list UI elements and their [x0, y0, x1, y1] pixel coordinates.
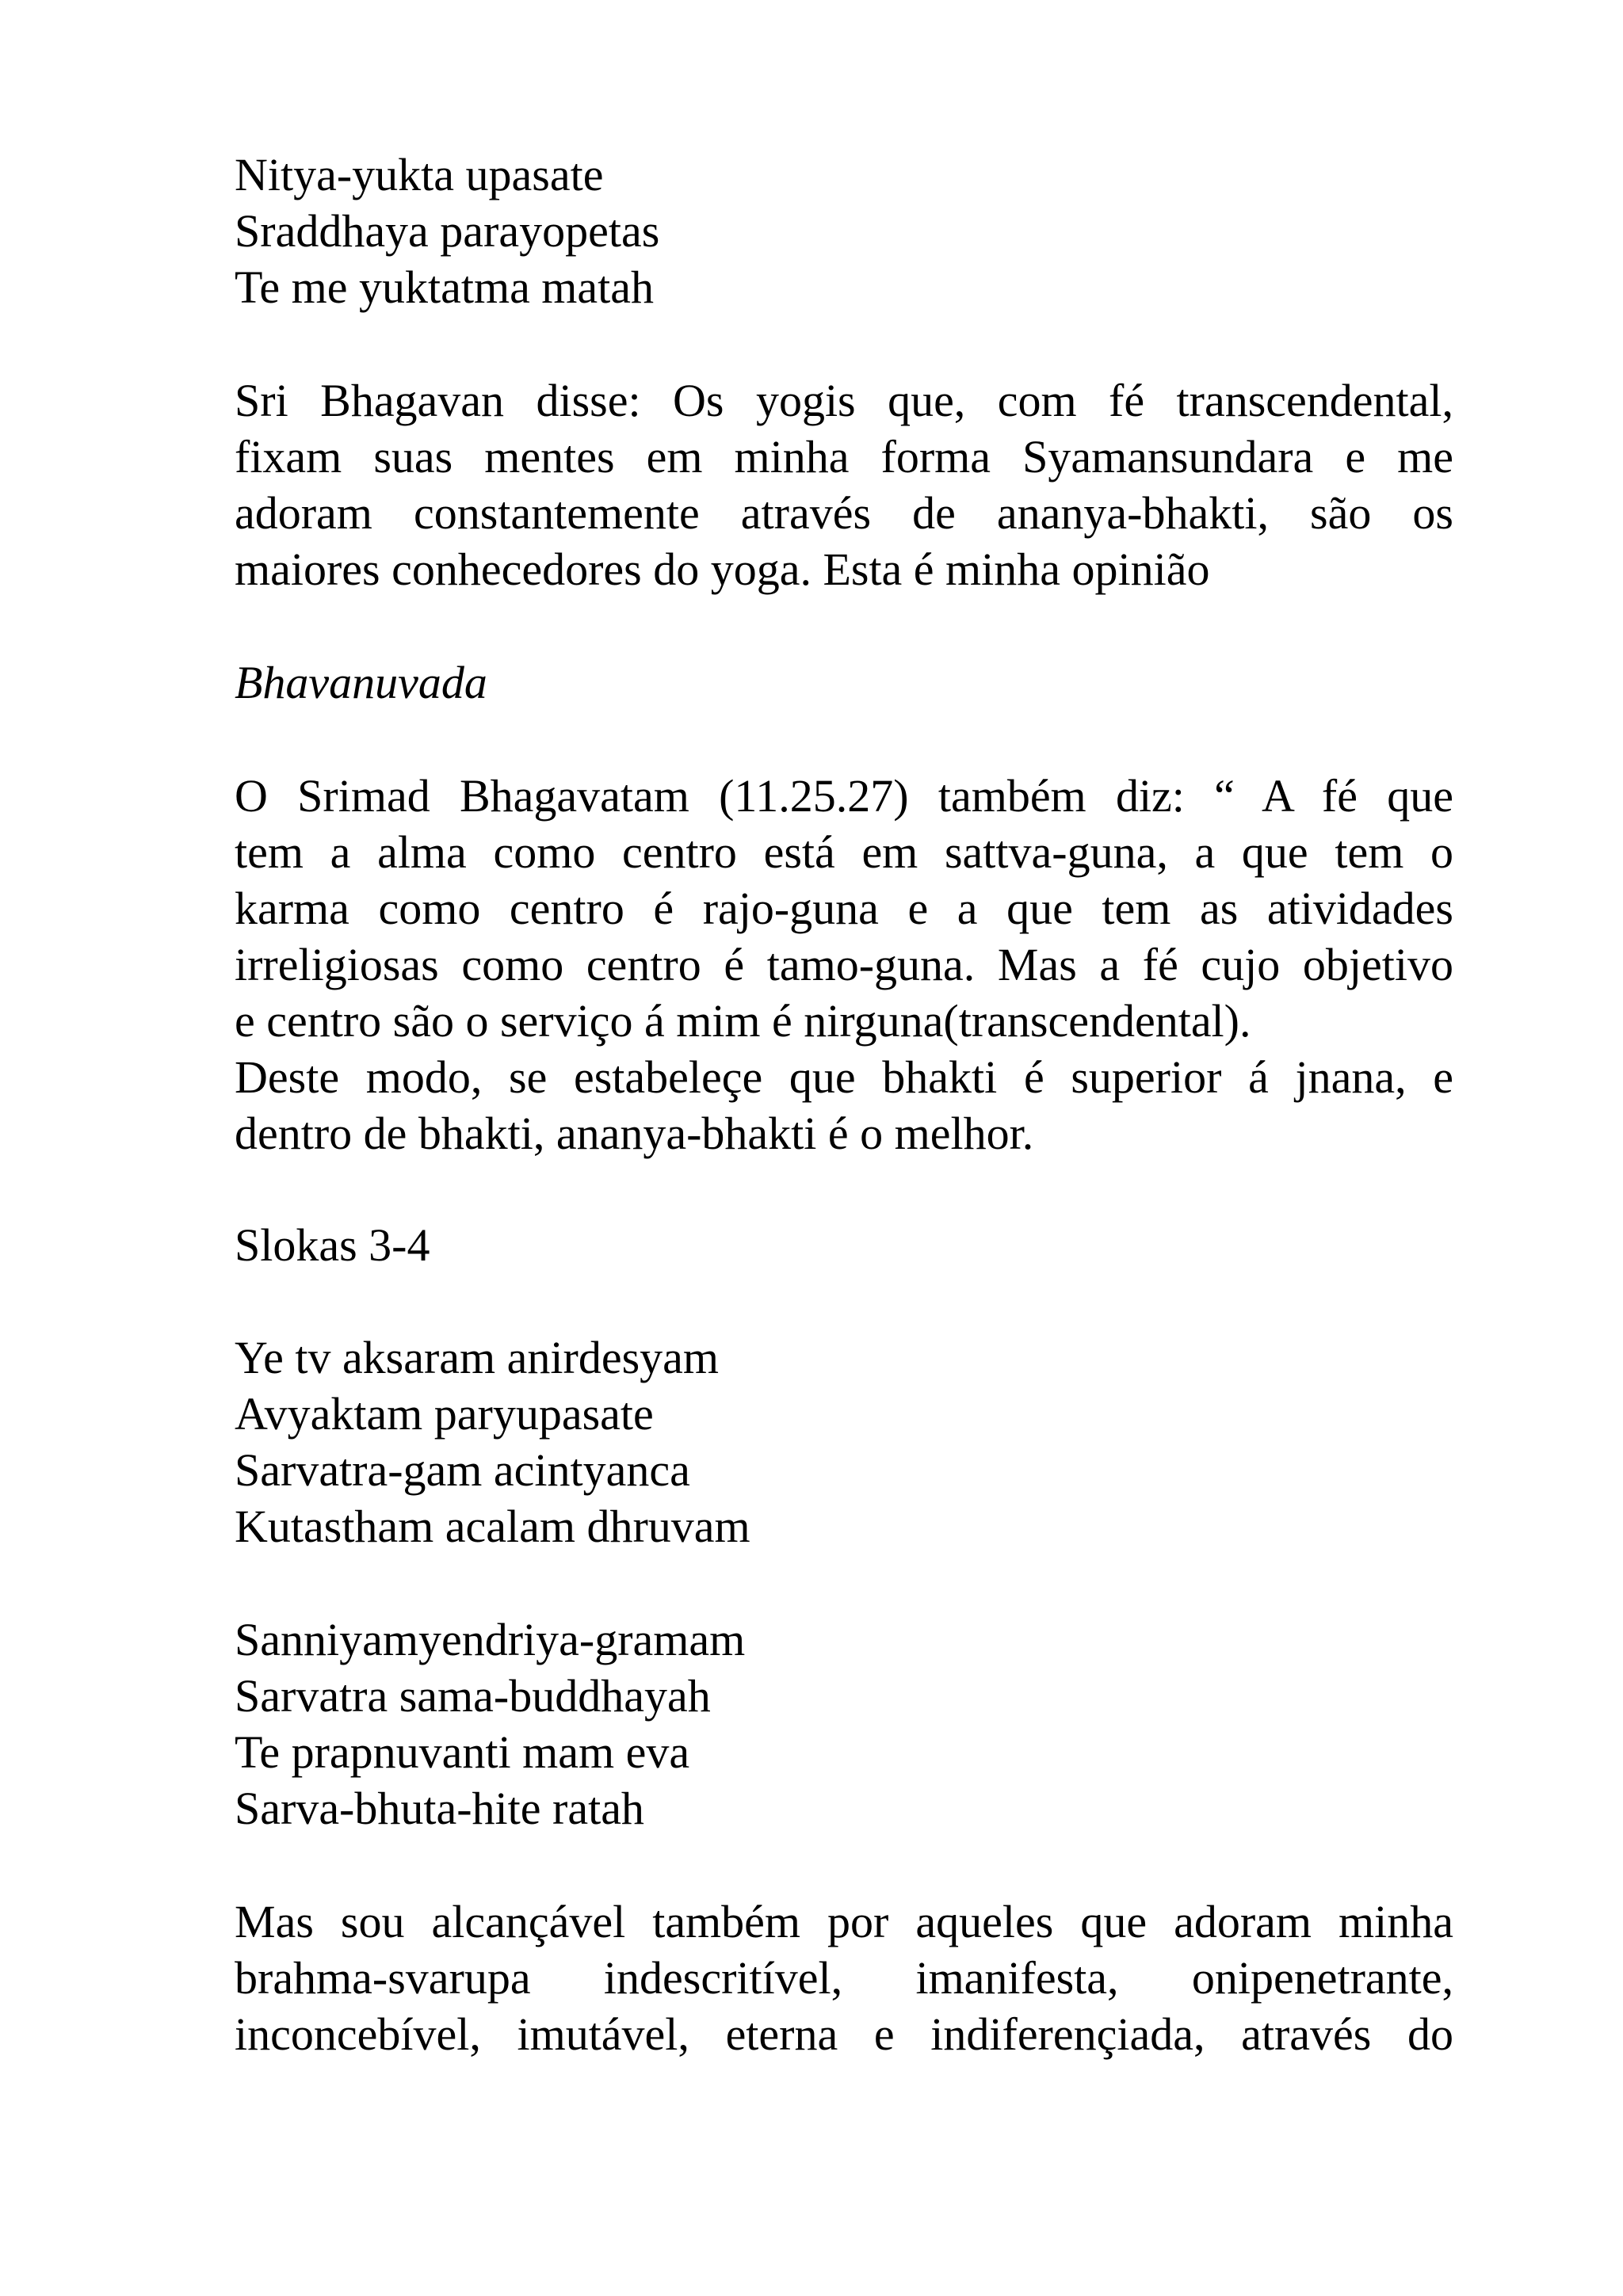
verse-line: Sanniyamyendriya-gramam: [235, 1614, 746, 1665]
paragraph-line: tem a alma como centro está em sattva-guna, a que tem o: [235, 826, 1453, 878]
paragraph-line: fixam suas mentes em minha forma Syamansundara e me: [235, 431, 1453, 482]
verse-sanskrit-3: [235, 1329, 1453, 1554]
paragraph-line: Deste modo, se estabeleçe que bhakti é superior á jnana, e: [235, 1051, 1453, 1103]
verse-line: Sarvatra sama-buddhayah: [235, 1670, 711, 1722]
verse-line: Te prapnuvanti mam eva: [235, 1726, 690, 1778]
verse-line: Kutastham acalam dhruvam: [235, 1501, 750, 1552]
paragraph-line: adoram constantemente através de ananya-bhakti, são os: [235, 487, 1453, 539]
paragraph-line: brahma-svarupa indescritível, imanifesta, onipenetrante,: [235, 1952, 1453, 2004]
verse-sanskrit-top: [235, 147, 1453, 315]
translation-paragraph-3-4: [235, 1894, 1453, 2062]
paragraph-line: O Srimad Bhagavatam (11.25.27) também diz: “ A fé que: [235, 770, 1453, 822]
verse-line: Te me yuktatma matah: [235, 261, 655, 313]
bhavanuvada-heading: Bhavanuvada: [235, 657, 487, 708]
slokas-heading: Slokas 3-4: [235, 1219, 430, 1271]
paragraph-line: karma como centro é rajo-guna e a que tem as atividades: [235, 883, 1453, 934]
verse-line: Avyaktam paryupasate: [235, 1388, 654, 1440]
verse-line: Sarvatra-gam acintyanca: [235, 1444, 690, 1496]
verse-line: Ye tv aksaram anirdesyam: [235, 1332, 720, 1383]
paragraph-line: Sri Bhagavan disse: Os yogis que, com fé transcendental,: [235, 375, 1453, 426]
verse-sanskrit-4: [235, 1611, 1453, 1836]
paragraph-line: maiores conhecedores do yoga. Esta é minha opinião: [235, 543, 1210, 595]
paragraph-line: irreligiosas como centro é tamo-guna. Mas a fé cujo objetivo: [235, 939, 1453, 990]
paragraph-line: inconcebível, imutável, eterna e indiferençiada, através do: [235, 2008, 1453, 2060]
translation-paragraph: [235, 372, 1453, 597]
paragraph-line: Mas sou alcançável também por aqueles que adoram minha: [235, 1896, 1453, 1947]
verse-line: Nitya-yukta upasate: [235, 149, 604, 200]
paragraph-line: dentro de bhakti, ananya-bhakti é o melhor.: [235, 1108, 1034, 1159]
commentary-paragraph: [235, 768, 1453, 1161]
verse-line: Sarva-bhuta-hite ratah: [235, 1783, 644, 1834]
paragraph-line: e centro são o serviço á mim é nirguna(transcendental).: [235, 995, 1251, 1047]
verse-line: Sraddhaya parayopetas: [235, 205, 660, 257]
